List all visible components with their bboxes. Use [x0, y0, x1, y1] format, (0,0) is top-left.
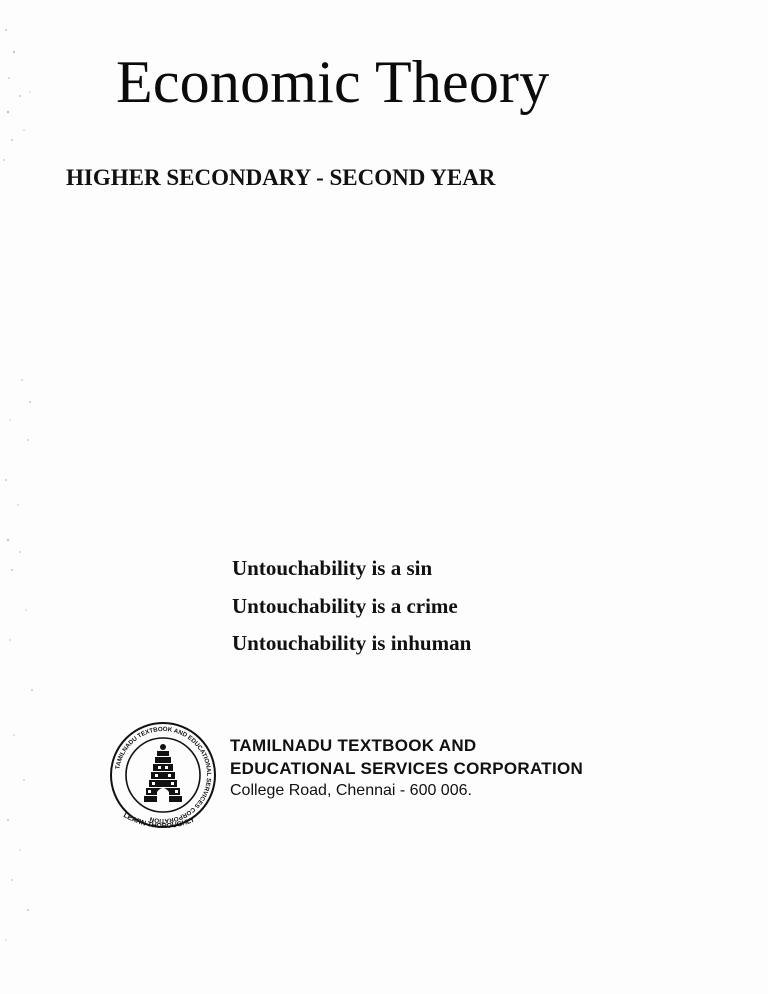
temple-tower-icon — [144, 744, 182, 802]
scan-noise-margin — [0, 0, 48, 994]
pledge-line: Untouchability is a crime — [232, 594, 458, 618]
pledge-line: Untouchability is a sin — [232, 556, 433, 580]
seal-ring-text: TAMILNADU TEXTBOOK AND EDUCATIONAL SERVICES CORPORATION — [114, 725, 213, 825]
book-title: Economic Theory — [116, 49, 550, 115]
seal-motto: LEARN THOROUGHLY — [122, 812, 196, 831]
book-subtitle: HIGHER SECONDARY - SECOND YEAR — [66, 165, 496, 190]
pledge-line: Untouchability is inhuman — [232, 631, 472, 655]
publisher-name-line1: TAMILNADU TEXTBOOK AND — [230, 736, 477, 755]
publisher-address: College Road, Chennai - 600 006. — [230, 782, 472, 799]
publisher-seal-icon — [100, 712, 226, 838]
publisher-name-line2: EDUCATIONAL SERVICES CORPORATION — [230, 759, 584, 778]
